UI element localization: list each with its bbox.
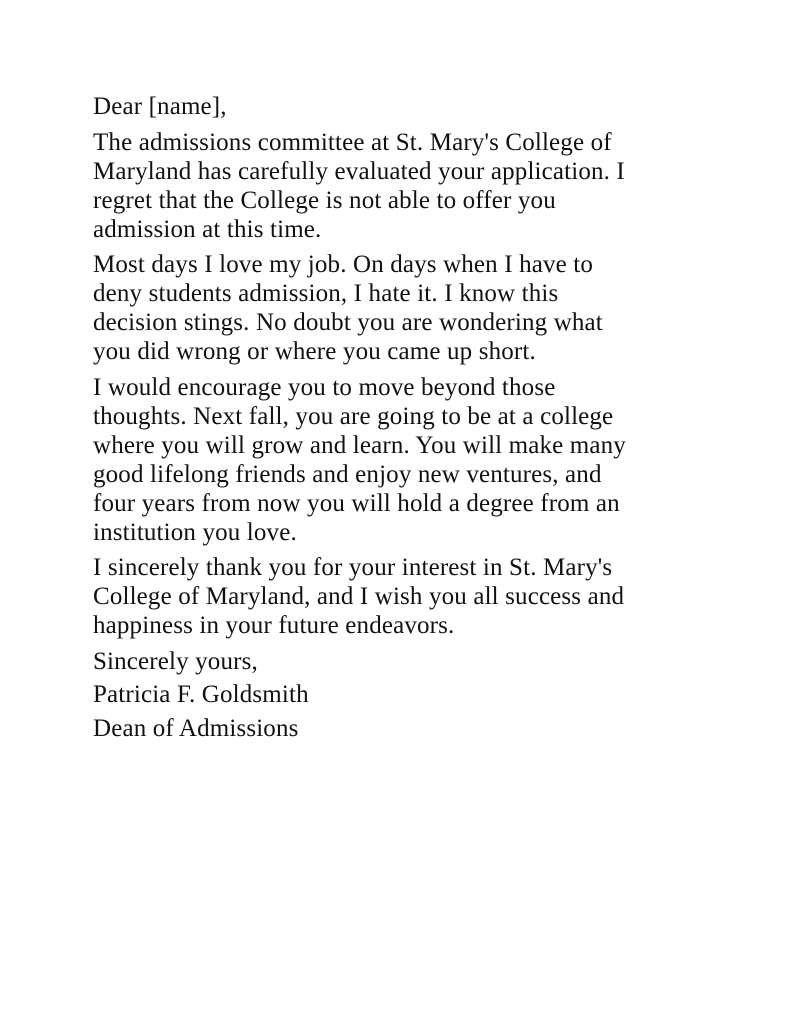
text-line: admission at this time.: [93, 215, 322, 243]
paragraph-4: [93, 553, 626, 640]
text-line: decision stings. No doubt you are wondering what: [93, 309, 603, 336]
text-line: you did wrong or where you came up short.: [93, 338, 536, 365]
salutation: [93, 92, 626, 121]
text-line: The admissions committee at St. Mary's College of: [93, 128, 612, 156]
text-line: Most days I love my job. On days when I have to: [93, 251, 594, 278]
text-line: thoughts. Next fall, you are going to be at a college: [93, 402, 614, 430]
text-line: deny students admission, I hate it. I know this: [93, 280, 559, 307]
closing: [93, 647, 626, 676]
signer-name: [93, 680, 626, 709]
signer-title: [93, 714, 626, 743]
letter-body: [93, 92, 626, 747]
text-line: I sincerely thank you for your interest in St. Mary's: [93, 554, 613, 581]
text-line: happiness in your future endeavors.: [93, 612, 455, 639]
text-line: good lifelong friends and enjoy new ventures, and: [93, 460, 602, 488]
text-line: regret that the College is not able to offer you: [93, 186, 556, 214]
text-line: I would encourage you to move beyond those: [93, 373, 556, 401]
closing-text: Sincerely yours,: [93, 647, 258, 675]
text-line: institution you love.: [93, 518, 297, 546]
text-line: College of Maryland, and I wish you all success and: [93, 583, 625, 610]
paragraph-1: [93, 128, 626, 244]
salutation-text: Dear [name],: [93, 93, 227, 120]
signer-title-text: Dean of Admissions: [93, 714, 299, 742]
text-line: where you will grow and learn. You will make many: [93, 431, 626, 459]
paragraph-2: [93, 250, 626, 366]
paragraph-3: [93, 373, 626, 547]
signer-name-text: Patricia F. Goldsmith: [93, 681, 309, 708]
text-line: Maryland has carefully evaluated your application. I: [93, 157, 625, 185]
text-line: four years from now you will hold a degree from an: [93, 489, 620, 517]
